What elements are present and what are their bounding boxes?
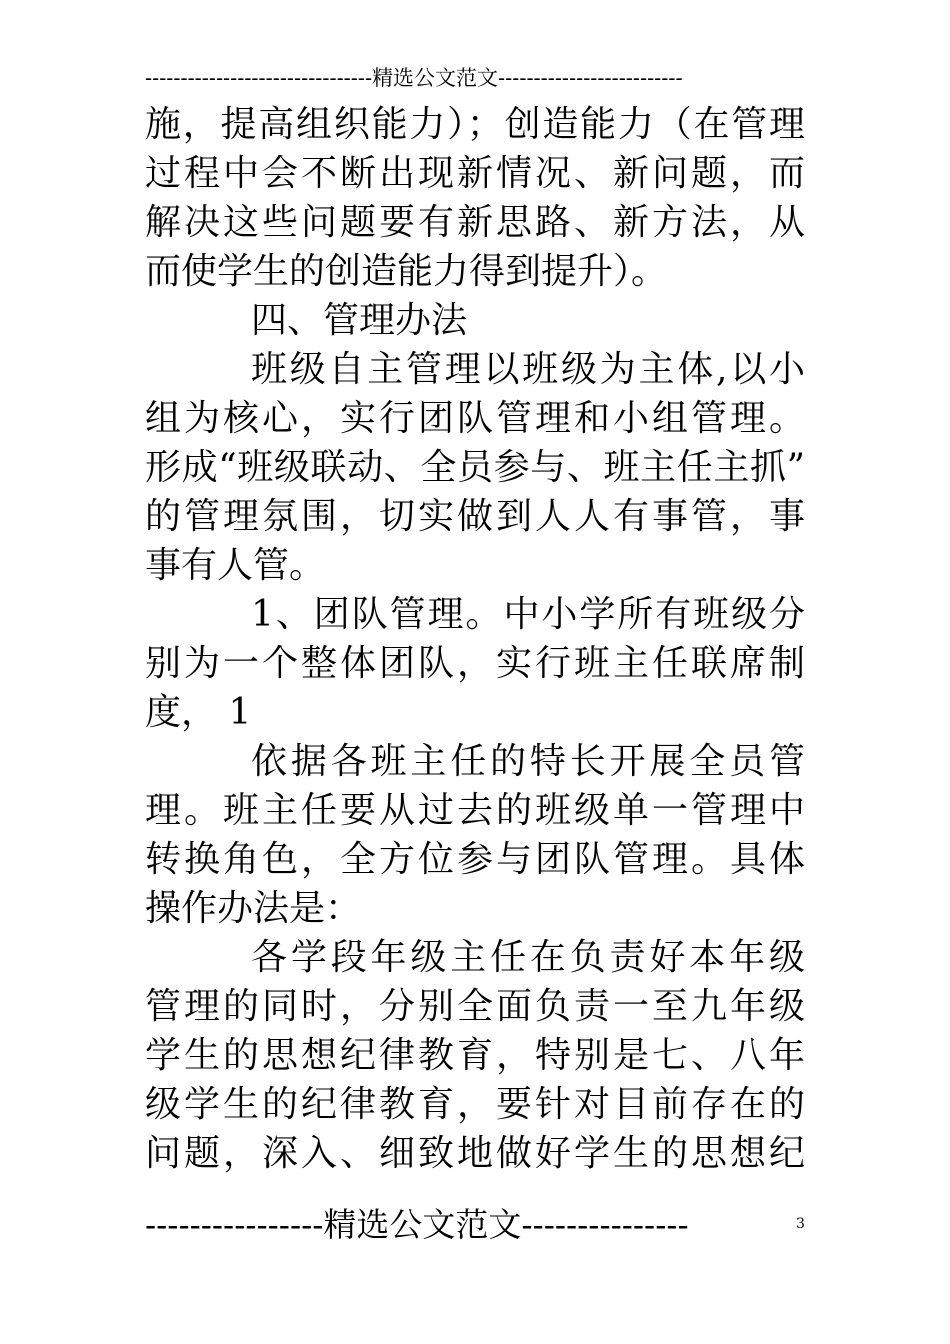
text-line: 施，提高组织能力）；创造能力（在管理 (145, 104, 805, 145)
text-line: 组为核心，实行团队管理和小组管理。 (145, 398, 805, 439)
text-line: 学生的思想纪律教育，特别是七、八年 (145, 1035, 805, 1076)
text-line: 班级自主管理以班级为主体,以小 (251, 349, 805, 390)
text-line: 管理的同时，分别全面负责一至九年级 (145, 986, 805, 1027)
page-number: 3 (796, 1216, 805, 1232)
text-line: 问题，深入、细致地做好学生的思想纪 (145, 1133, 805, 1174)
text-line: 操作办法是： (145, 888, 362, 929)
text-line: 事有人管。 (145, 545, 326, 586)
text-line: 转换角色，全方位参与团队管理。具体 (145, 839, 805, 880)
text-line: 过程中会不断出现新情况、新问题，而 (145, 153, 805, 194)
text-line: 而使学生的创造能力得到提升）。 (145, 251, 668, 292)
text-line: 级学生的纪律教育，要针对目前存在的 (145, 1084, 805, 1125)
text-line: 解决这些问题要有新思路、新方法，从 (145, 202, 805, 243)
text-line: 依据各班主任的特长开展全员管 (251, 741, 805, 782)
document-body (145, 100, 805, 1178)
text-line: 1、团队管理。中小学所有班级分 (251, 594, 805, 635)
text-line: 各学段年级主任在负责好本年级 (251, 937, 805, 978)
text-line: 形成“班级联动、全员参与、班主任主抓” (145, 447, 805, 488)
page-header: --------------------------------精选公文范文-------------------------- (145, 66, 683, 90)
text-line: 别为一个整体团队，实行班主任联席制 (145, 643, 805, 684)
section-heading: 四、管理办法 (251, 300, 468, 341)
text-line: 的管理氛围，切实做到人人有事管，事 (145, 496, 805, 537)
page-footer: ----------------精选公文范文--------------- (145, 1205, 689, 1244)
text-line: 理。班主任要从过去的班级单一管理中 (145, 790, 805, 831)
text-line: 度， 1 (145, 692, 252, 733)
